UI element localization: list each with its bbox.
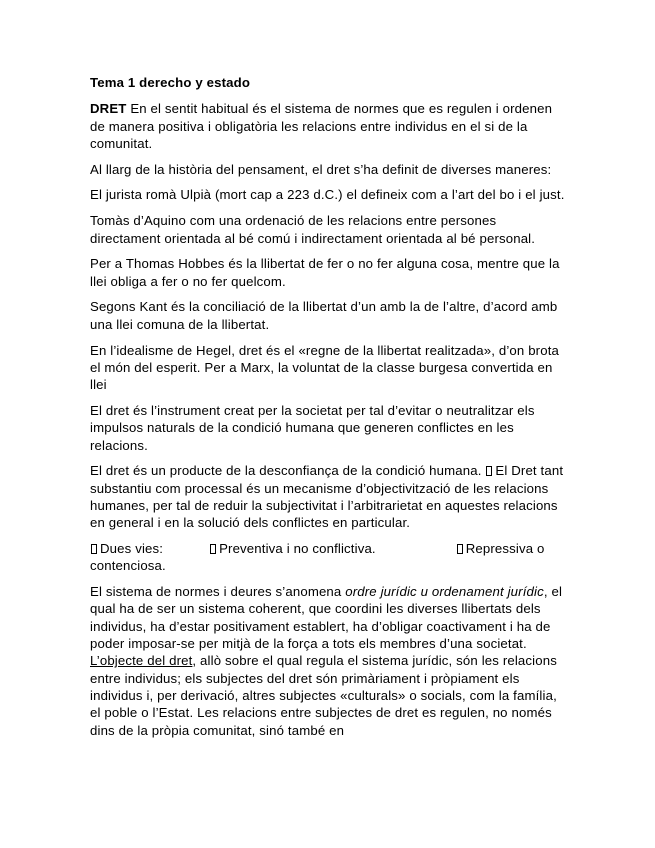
paragraph-text: El dret és un producte de la desconfiança de la condició humana. — [90, 463, 482, 479]
paragraph-hobbes: Per a Thomas Hobbes és la llibertat de fer o no fer alguna cosa, mentre que la llei obliga a fer o no fer quelcom. — [90, 256, 560, 289]
paragraph-text: , allò sobre el qual regula el sistema jurídic, són les relacions entre individus; els subjectes del dret són primàriament i pròpiament els individus i, per derivació, altres subjectes «culturals» o socials, com la família, el poble o l’Estat. Les relacions entre subjectes de dret es regulen, no només dins de la pròpia comunitat, sinó també en — [90, 653, 557, 738]
paragraph-desconfianca — [90, 462, 570, 531]
missing-glyph-icon — [457, 544, 463, 554]
missing-glyph-icon — [210, 544, 216, 554]
paragraph-kant: Segons Kant és la conciliació de la llibertat d’un amb la de l’altre, d’acord amb una llei comuna de la llibertat. — [90, 299, 558, 332]
vies-repressiva: Repressiva o — [465, 541, 545, 557]
paragraph-instrument: El dret és l’instrument creat per la societat per tal d’evitar o neutralitzar els impulsos naturals de la condició humana que generen conflictes en les relacions. — [90, 402, 535, 453]
term-objecte-del-dret: L’objecte del dret — [90, 653, 193, 669]
paragraph-ordenament — [90, 583, 570, 739]
paragraph-text: El Dret tant substantiu com processal és un mecanisme d’objectivització de les relacions humanes, per tal de reduir la subjectivitat i l’arbitrarietat en aquestes relacions en general i en la solució dels conflictes en particular. — [90, 463, 564, 531]
paragraph-hegel-marx: En l’idealisme de Hegel, dret és el «regne de la llibertat realitzada», d’on brota el món del esperit. Per a Marx, la voluntat de la classe burgesa convertida en llei — [90, 342, 560, 393]
paragraph-text: , el qual ha de ser un sistema coherent, que coordini les diverses llibertats dels individus, ha d’estar positivament establert, ha d’obligar coactivament i ha de poder imposar-se per mitjà de la força a tots els membres d’una societat. — [90, 584, 563, 652]
term-dret: DRET — [90, 101, 127, 117]
paragraph-text: El sistema de normes i deures s’anomena — [90, 584, 346, 600]
missing-glyph-icon — [91, 544, 97, 554]
paragraph-history: Al llarg de la història del pensament, el dret s’ha definit de diverses maneres: — [90, 161, 552, 177]
document-page — [90, 74, 570, 747]
paragraph-dret-definition — [90, 100, 570, 152]
vies-contenciosa: contenciosa. — [90, 558, 166, 574]
missing-glyph-icon — [486, 466, 492, 476]
document-title: Tema 1 derecho y estado — [90, 75, 251, 90]
vies-preventiva: Preventiva i no conflictiva. — [219, 541, 376, 557]
vies-label: Dues vies: — [100, 541, 164, 557]
paragraph-aquino: Tomàs d’Aquino com una ordenació de les relacions entre persones directament orientada al bé comú i indirectament orientada al bé personal. — [90, 213, 536, 246]
paragraph-text: En el sentit habitual és el sistema de normes que es regulen i ordenen de manera positiva i obligatòria les relacions entre individus en el si de la comunitat. — [90, 101, 553, 151]
paragraph-dues-vies — [90, 540, 570, 575]
paragraph-ulpia: El jurista romà Ulpià (mort cap a 223 d.C.) el defineix com a l’art del bo i el just. — [90, 187, 565, 203]
term-ordenament-juridic: ordre jurídic u ordenament jurídic — [345, 584, 544, 600]
